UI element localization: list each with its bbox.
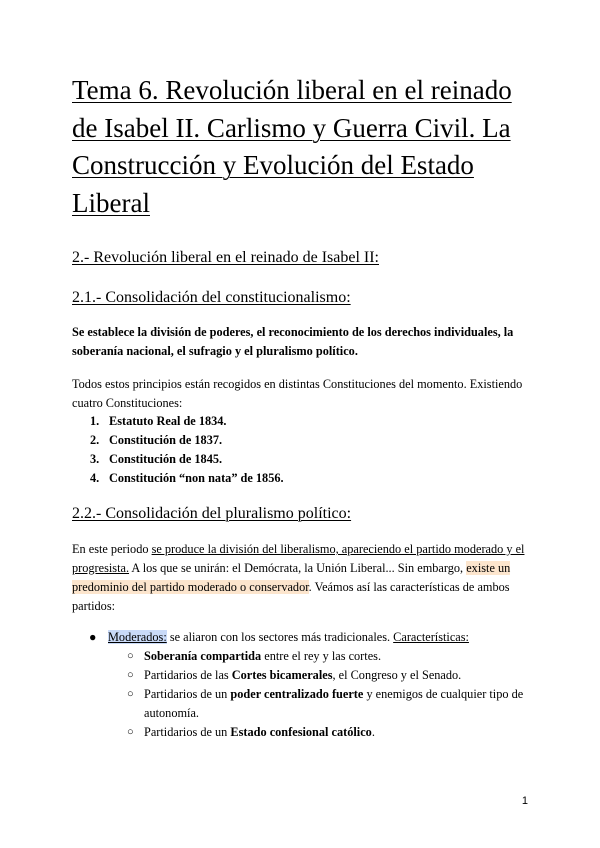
caracteristicas-label: Características: (393, 630, 469, 644)
constitutions-list (72, 412, 284, 488)
underlined-text: se produce la división del liberalismo, apareciendo el partido moderado y el progresista. (72, 542, 525, 575)
list-item: 4. Constitución “non nata” de 1856. (90, 471, 284, 485)
list-item: ○ Soberanía compartida entre el rey y las cortes. (108, 647, 540, 666)
bullet-icon: ● (89, 630, 97, 644)
list-item: ○ Partidarios de un poder centralizado fuerte y enemigos de cualquier tipo de autonomía. (127, 687, 524, 720)
document-title: Tema 6. Revolución liberal en el reinado de Isabel II. Carlismo y Guerra Civil. La Construcción y Evolución del Estado Liberal (72, 75, 512, 218)
moderados-subitems (108, 647, 540, 742)
circle-bullet-icon: ○ (127, 669, 134, 681)
constitutions-intro: Todos estos principios están recogidos en distintas Constituciones del momento. Existiendo cuatro Constituciones: (72, 377, 523, 410)
circle-bullet-icon: ○ (127, 726, 134, 738)
circle-bullet-icon: ○ (127, 688, 134, 700)
list-item: 2. Constitución de 1837. (90, 433, 223, 447)
document-page (72, 72, 540, 739)
section-2-2-heading: 2.2.- Consolidación del pluralismo político: (72, 505, 352, 522)
circle-bullet-icon: ○ (127, 650, 134, 662)
page-number: 1 (521, 795, 528, 807)
list-item: 1. Estatuto Real de 1834. (90, 414, 227, 428)
pluralism-paragraph: En este periodo se produce la división del liberalismo, apareciendo el partido moderado y el progresista. A los que se unirán: el Demócrata, la Unión Liberal... Sin embargo, existe un predominio del partido moderado o conservador. Veámos así las características de ambos partidos: (72, 542, 525, 613)
list-item-moderados: ● Moderados: se aliaron con los sectores más tradicionales. Características: ○ Soberanía compartida entre el rey y las cortes. ○ Partidarios de las Cortes bicamerales, el Congreso y el Senado. ○ Partidarios de un poder centralizado fuerte y enemigos de cualquier tipo de autonomía. ○ Partidarios de un Estado confesional católico. (72, 628, 540, 742)
moderados-label: Moderados: (108, 630, 167, 644)
section-2-1-heading: 2.1.- Consolidación del constitucionalismo: (72, 289, 351, 306)
principles-paragraph: Se establece la división de poderes, el reconocimiento de los derechos individuales, la soberanía nacional, el sufragio y el pluralismo político. (72, 325, 514, 358)
list-item: ○ Partidarios de las Cortes bicamerales, el Congreso y el Senado. (108, 666, 540, 685)
highlighted-text: existe un predominio del partido moderado o conservador (72, 561, 511, 594)
list-item: ○ Partidarios de un Estado confesional católico. (108, 723, 540, 742)
list-item: 3. Constitución de 1845. (90, 452, 223, 466)
parties-list (72, 628, 540, 742)
section-2-heading: 2.- Revolución liberal en el reinado de Isabel II: (72, 249, 379, 266)
